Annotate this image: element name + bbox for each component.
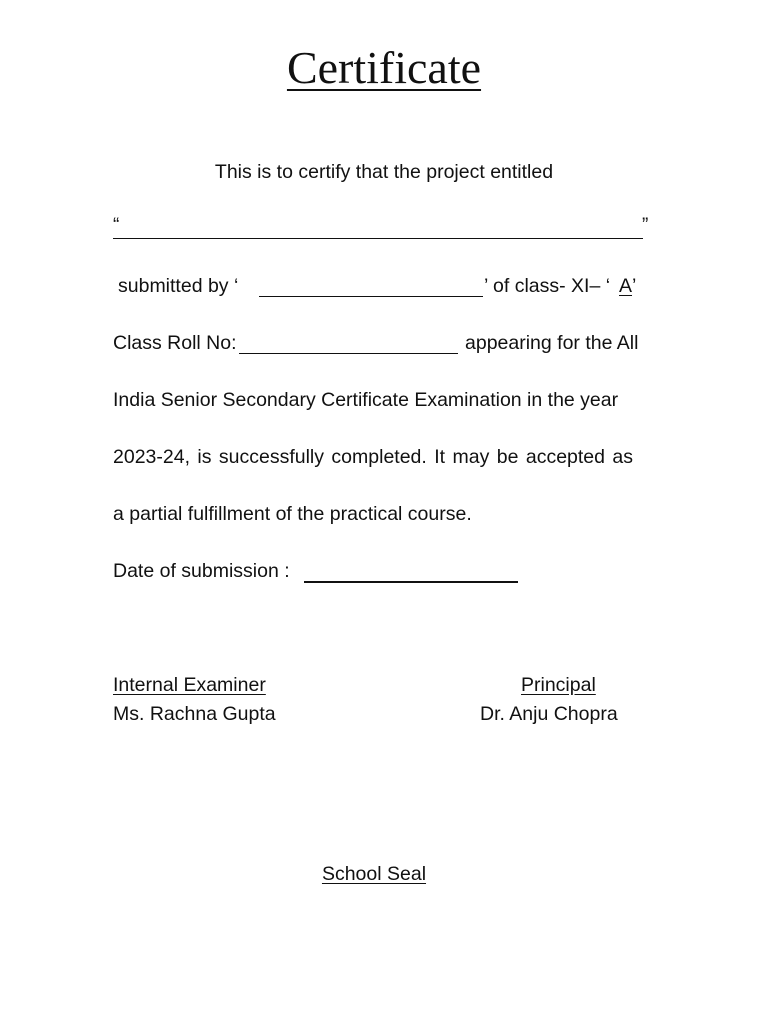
roll-number-blank — [239, 353, 458, 354]
section-value: A — [619, 275, 633, 297]
internal-examiner-title: Internal Examiner — [113, 674, 266, 696]
school-seal-label: School Seal — [321, 863, 427, 885]
roll-number-suffix: appearing for the All — [465, 332, 639, 354]
student-name-blank — [259, 296, 483, 297]
principal-name: Dr. Anju Chopra — [480, 703, 618, 725]
body-line-completed: 2023-24, is successfully completed. It may be accepted as — [113, 446, 634, 468]
date-of-submission-label: Date of submission : — [113, 560, 290, 582]
body-line-course: a partial fulfillment of the practical course. — [113, 503, 472, 525]
intro-line: This is to certify that the project entitled — [214, 161, 554, 183]
date-of-submission-blank — [304, 581, 518, 583]
project-title-blank — [113, 238, 643, 239]
body-line-exam: India Senior Secondary Certificate Examination in the year — [113, 389, 619, 411]
certificate-title-text: Certificate — [286, 42, 482, 93]
class-label: ’ of class- XI– ‘ — [484, 275, 611, 297]
principal-title: Principal — [521, 674, 596, 696]
certificate-title — [0, 40, 768, 96]
close-quote: ” — [642, 215, 649, 236]
roll-number-label: Class Roll No: — [113, 332, 237, 354]
section-close-quote: ’ — [632, 275, 637, 297]
internal-examiner-name: Ms. Rachna Gupta — [113, 703, 276, 725]
submitted-by-label: submitted by ‘ — [118, 275, 239, 297]
open-quote: “ — [113, 215, 120, 236]
